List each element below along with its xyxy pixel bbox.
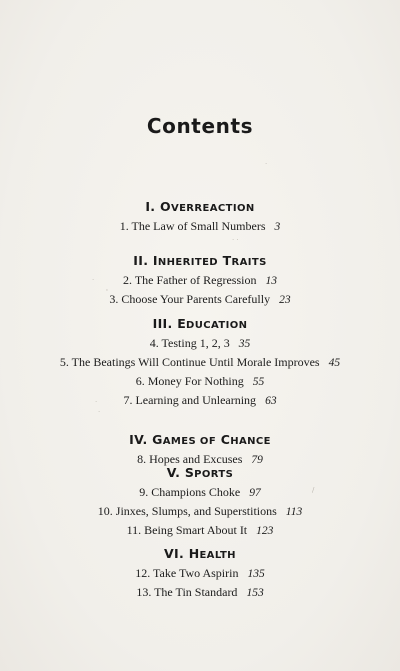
section-numeral: V. xyxy=(166,465,181,480)
section-numeral: I. xyxy=(145,199,156,214)
page-number: 55 xyxy=(252,376,265,388)
section-title-word: HEALTH xyxy=(188,546,236,561)
section-title-word: SPORTS xyxy=(184,465,234,480)
paper-speck: · xyxy=(95,398,98,406)
chapter-title: 4. Testing 1, 2, 3 xyxy=(149,336,230,350)
section-title-word: OVERREACTION xyxy=(160,199,255,214)
section-heading xyxy=(0,316,400,331)
page-number: 135 xyxy=(247,568,265,580)
page-number: 97 xyxy=(249,487,261,499)
page-number: 13 xyxy=(265,275,277,287)
page-number: 45 xyxy=(328,357,341,369)
section-title-word: EDUCATION xyxy=(177,316,248,331)
page-number: 35 xyxy=(238,338,251,350)
section-heading xyxy=(0,465,400,480)
page-number: 113 xyxy=(285,506,303,518)
chapter-title: 5. The Beatings Will Continue Until Morale Improves xyxy=(59,355,320,369)
section-title-word: GAMES OF xyxy=(152,432,217,447)
page-number: 63 xyxy=(265,395,277,407)
page-title: Contents xyxy=(146,114,254,138)
toc-entry[interactable] xyxy=(0,374,400,389)
section-numeral: II. xyxy=(133,253,149,268)
chapter-title: 10. Jinxes, Slumps, and Superstitions xyxy=(97,504,277,518)
chapter-title: 12. Take Two Aspirin xyxy=(135,566,239,580)
toc-entry[interactable] xyxy=(0,393,400,408)
toc-entry[interactable] xyxy=(0,336,400,351)
toc-entry[interactable] xyxy=(0,566,400,581)
chapter-title: 13. The Tin Standard xyxy=(136,585,238,599)
chapter-title: 7. Learning and Unlearning xyxy=(123,393,257,407)
toc-entry[interactable] xyxy=(0,219,400,234)
page-number: 79 xyxy=(251,454,263,466)
toc-entry[interactable] xyxy=(0,585,400,600)
page-number: 23 xyxy=(279,294,291,306)
paper-speck: / xyxy=(312,486,315,494)
section-numeral: III. xyxy=(152,316,173,331)
page-number: 123 xyxy=(256,525,274,537)
section-numeral: VI. xyxy=(164,546,185,561)
paper-speck: ' xyxy=(106,288,108,296)
toc-entry[interactable] xyxy=(0,485,400,500)
paper-speck: · xyxy=(265,160,268,168)
section-heading xyxy=(0,432,400,447)
section-heading xyxy=(0,546,400,561)
chapter-title: 8. Hopes and Excuses xyxy=(137,452,243,466)
chapter-title: 2. The Father of Regression xyxy=(123,273,257,287)
chapter-title: 6. Money For Nothing xyxy=(135,374,244,388)
toc-entry[interactable] xyxy=(0,355,400,370)
chapter-title: 1. The Law of Small Numbers xyxy=(119,219,266,233)
chapter-title: 9. Champions Choke xyxy=(139,485,241,499)
paper-speck: · · xyxy=(232,236,239,244)
toc-entry[interactable] xyxy=(0,523,400,538)
section-heading xyxy=(0,199,400,214)
section-numeral: IV. xyxy=(129,432,148,447)
toc-entry[interactable] xyxy=(0,273,400,288)
section-heading xyxy=(0,253,400,268)
section-title-word: CHANCE xyxy=(220,432,271,447)
paper-speck: · xyxy=(98,408,101,416)
chapter-title: 11. Being Smart About It xyxy=(126,523,248,537)
section-title-word: INHERITED xyxy=(152,253,219,268)
page-number: 153 xyxy=(246,587,264,599)
section-title-word: TRAITS xyxy=(222,253,267,268)
toc-entry[interactable] xyxy=(0,292,400,307)
toc-entry[interactable] xyxy=(0,504,400,519)
chapter-title: 3. Choose Your Parents Carefully xyxy=(109,292,271,306)
paper-speck: · xyxy=(92,276,95,284)
page-number: 3 xyxy=(274,221,281,233)
